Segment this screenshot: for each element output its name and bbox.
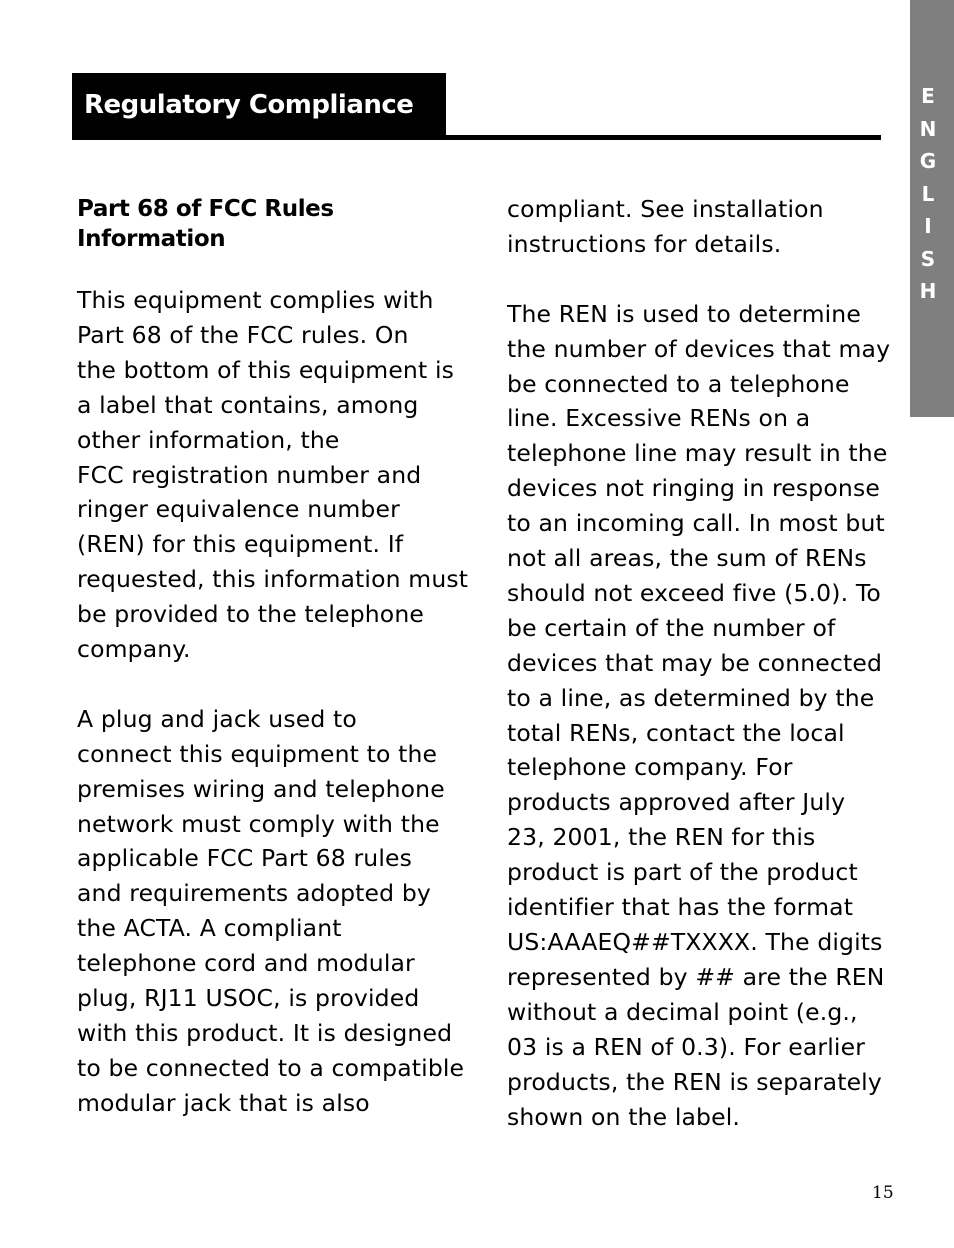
- text-line: 03 is a REN of 0.3). For earlier: [507, 1032, 865, 1061]
- paragraph-installation-note: [507, 192, 887, 262]
- text-line: FCC registration number and: [77, 460, 422, 489]
- text-line: without a decimal point (e.g.,: [507, 997, 858, 1026]
- language-letter: H: [919, 279, 937, 303]
- text-line: requested, this information must: [77, 565, 469, 594]
- text-line: The REN is used to determine: [507, 299, 861, 328]
- text-line: instructions for details.: [507, 229, 782, 258]
- text-line: to be connected to a compatible: [77, 1053, 465, 1082]
- language-tab-label: [910, 80, 946, 308]
- page-number: 15: [872, 1183, 894, 1203]
- text-line: A plug and jack used to: [77, 704, 357, 733]
- heading-line: Information: [77, 226, 226, 252]
- text-line: to an incoming call. In most but: [507, 509, 885, 538]
- text-line: connect this equipment to the: [77, 739, 438, 768]
- language-letter: I: [924, 214, 932, 238]
- text-line: compliant. See installation: [507, 195, 824, 223]
- text-line: the number of devices that may: [507, 334, 891, 363]
- language-letter: S: [920, 246, 936, 271]
- language-letter: N: [919, 116, 937, 141]
- text-line: product is part of the product: [507, 858, 858, 887]
- text-line: modular jack that is also: [77, 1088, 370, 1117]
- text-line: should not exceed five (5.0). To: [507, 578, 881, 607]
- subsection-heading: [77, 194, 457, 254]
- text-line: shown on the label.: [507, 1102, 741, 1131]
- text-line: (REN) for this equipment. If: [77, 530, 404, 559]
- text-line: Part 68 of the FCC rules. On: [77, 320, 409, 349]
- text-line: represented by ## are the REN: [507, 962, 885, 991]
- text-line: devices that may be connected: [507, 648, 883, 677]
- text-line: to a line, as determined by the: [507, 683, 875, 712]
- text-line: identifier that has the format: [507, 893, 854, 922]
- text-line: telephone line may result in the: [507, 439, 888, 468]
- text-line: be certain of the number of: [507, 613, 836, 642]
- text-line: line. Excessive RENs on a: [507, 404, 811, 433]
- text-line: telephone company. For: [507, 753, 793, 782]
- text-line: products approved after July: [507, 788, 846, 817]
- text-line: the ACTA. A compliant: [77, 914, 342, 943]
- language-letter: G: [919, 149, 937, 173]
- text-line: and requirements adopted by: [77, 879, 431, 908]
- text-line: premises wiring and telephone: [77, 774, 445, 803]
- text-line: total RENs, contact the local: [507, 718, 845, 747]
- text-line: telephone cord and modular: [77, 949, 415, 978]
- text-line: This equipment complies with: [77, 286, 434, 314]
- text-line: devices not ringing in response: [507, 474, 880, 503]
- paragraph-plug-and-jack: [77, 702, 465, 1121]
- text-line: plug, RJ11 USOC, is provided: [77, 984, 420, 1013]
- text-line: not all areas, the sum of RENs: [507, 544, 867, 573]
- text-line: 23, 2001, the REN for this: [507, 823, 816, 852]
- left-column: [77, 194, 469, 1121]
- text-line: the bottom of this equipment is: [77, 355, 455, 384]
- language-letter: L: [921, 181, 935, 206]
- text-line: ringer equivalence number: [77, 495, 400, 524]
- text-line: other information, the: [77, 425, 340, 454]
- language-letter: E: [921, 84, 935, 108]
- heading-line: Part 68 of FCC Rules: [77, 196, 334, 222]
- header-rule: [72, 135, 881, 140]
- text-line: be connected to a telephone: [507, 369, 850, 398]
- section-title: Regulatory Compliance: [84, 90, 414, 120]
- text-line: products, the REN is separately: [507, 1067, 882, 1096]
- paragraph-ren-explanation: [507, 297, 891, 1135]
- text-line: US:AAAEQ##TXXXX. The digits: [507, 928, 883, 957]
- right-column: [507, 192, 891, 1134]
- text-line: applicable FCC Part 68 rules: [77, 844, 413, 873]
- text-line: network must comply with the: [77, 809, 440, 838]
- text-line: company.: [77, 635, 191, 664]
- text-line: with this product. It is designed: [77, 1019, 453, 1048]
- text-line: be provided to the telephone: [77, 600, 424, 629]
- text-line: a label that contains, among: [77, 390, 419, 419]
- paragraph-fcc-compliance: [77, 283, 469, 667]
